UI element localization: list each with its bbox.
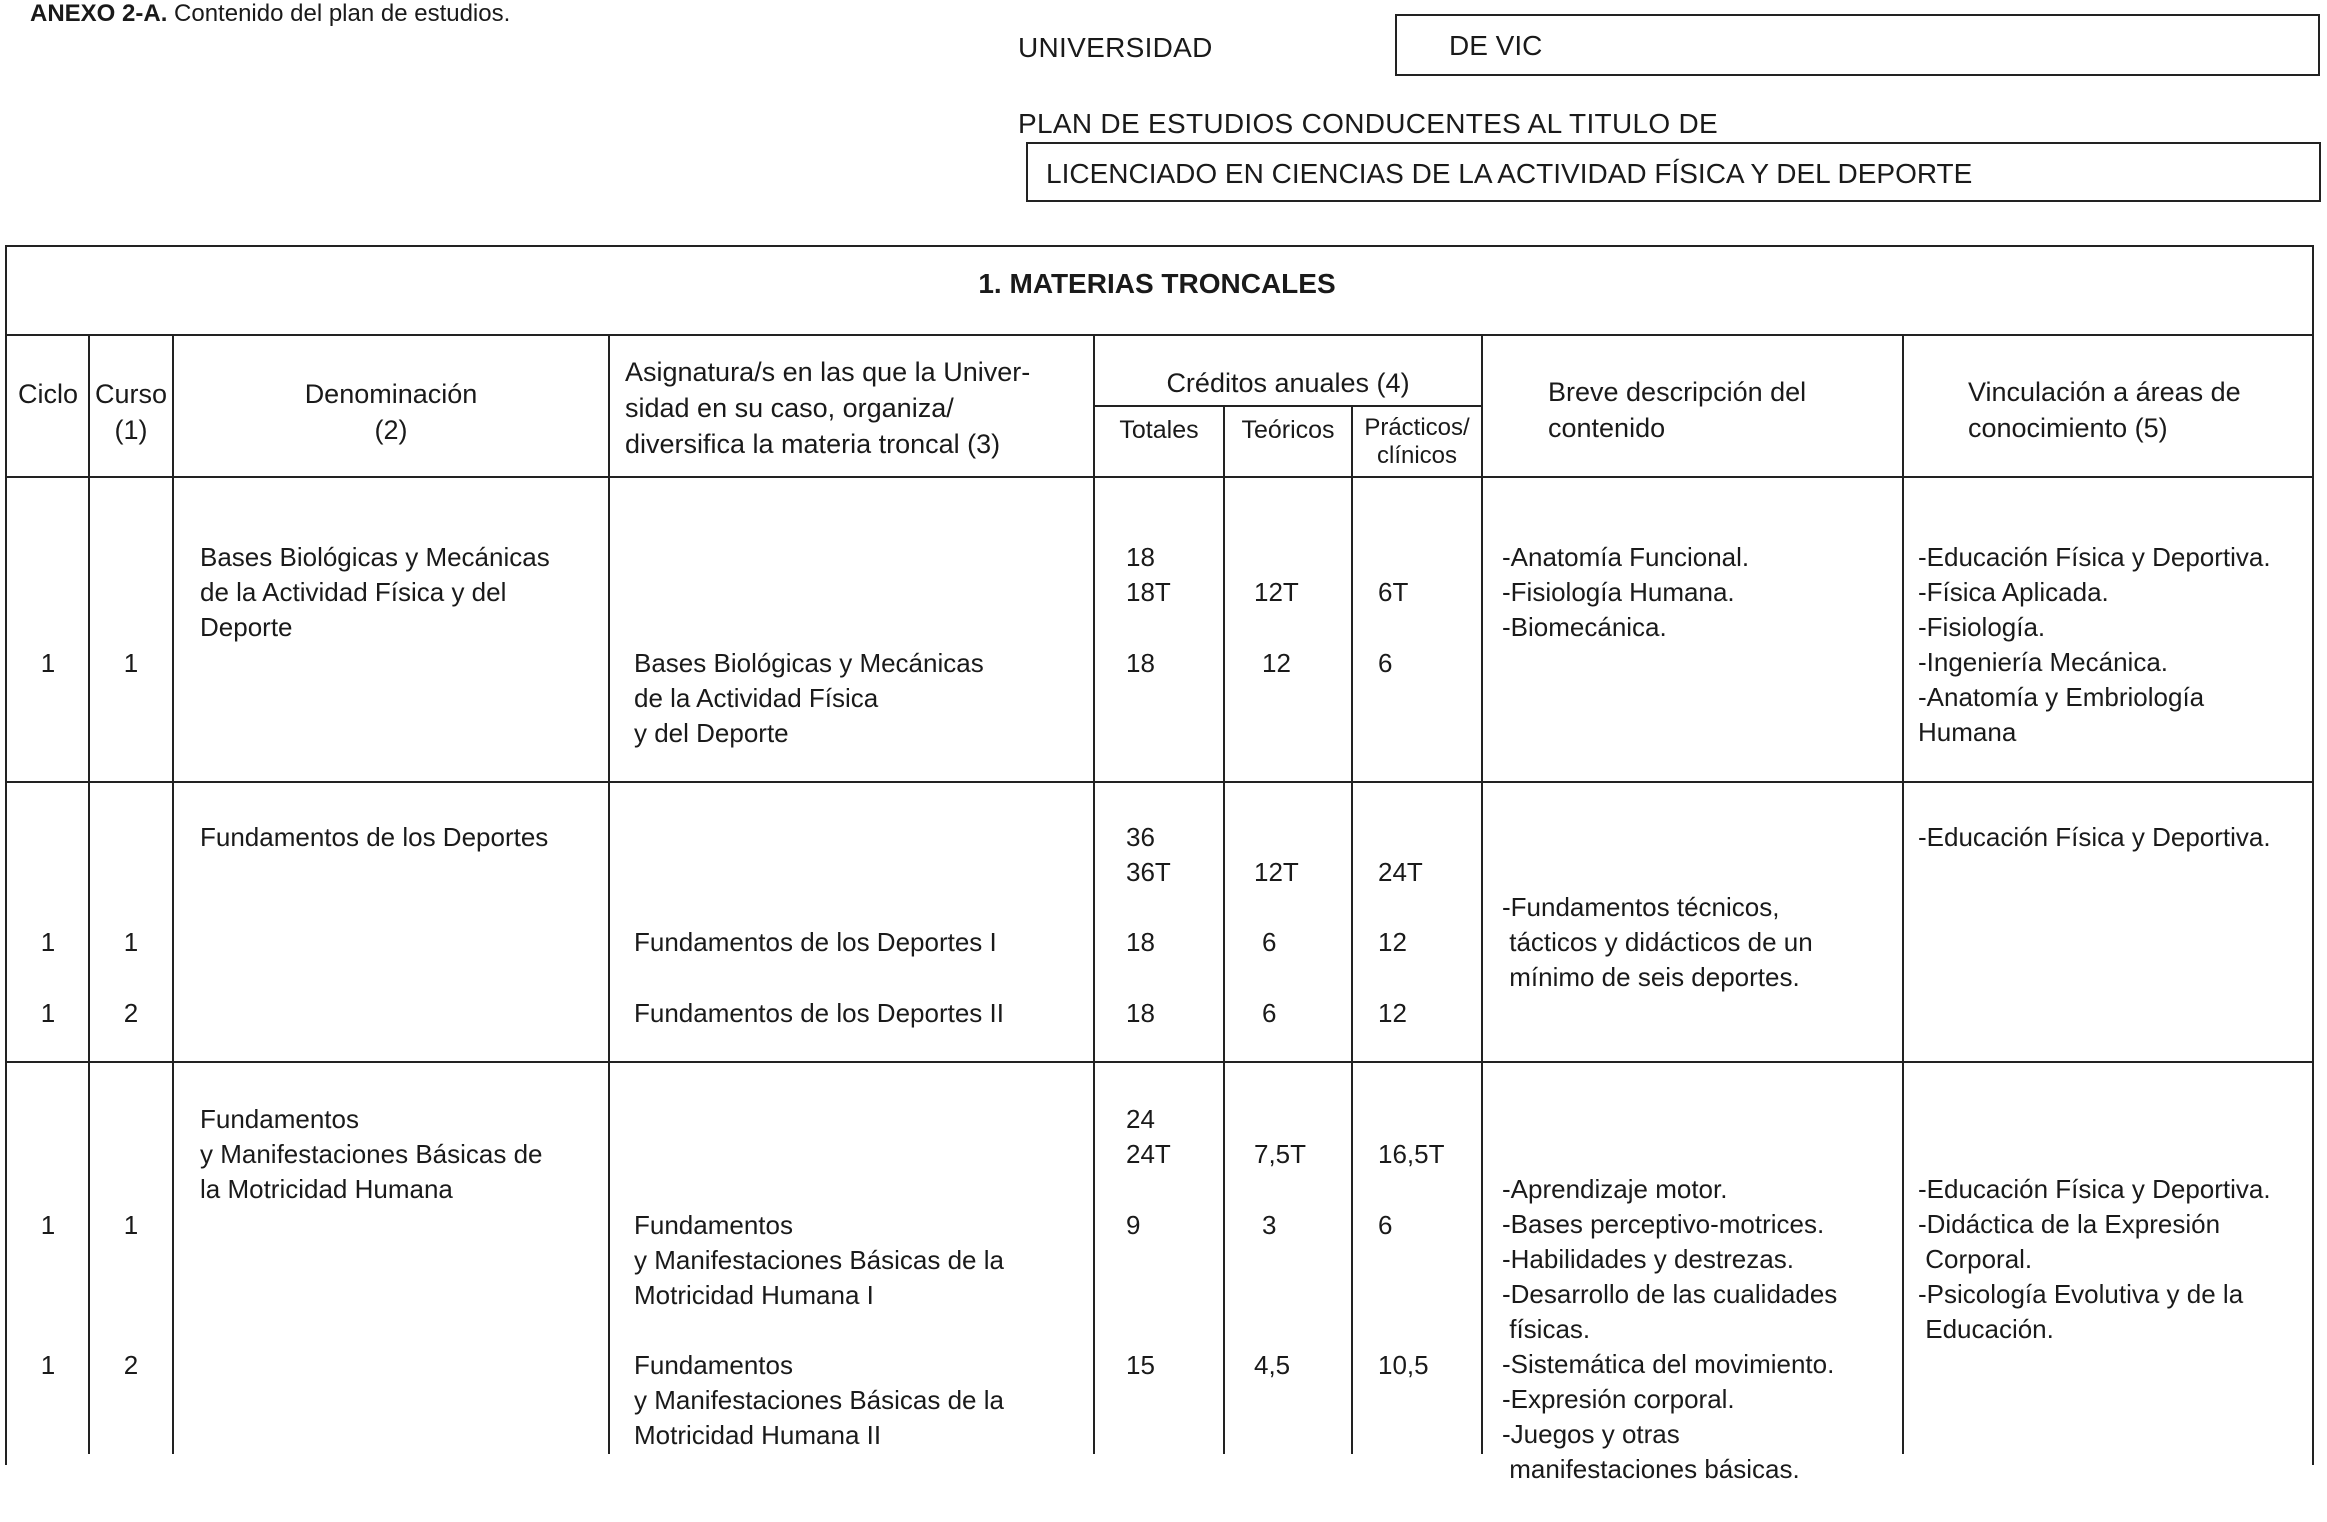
block-2-descripcion: -Fundamentos técnicos, tácticos y didácticos de un mínimo de seis deportes. (1502, 892, 1813, 992)
row-1-totales: 18 (1126, 648, 1155, 678)
row-2-ciclo: 1 (40, 927, 56, 957)
row-3-asignatura: Fundamentos de los Deportes II (634, 998, 1004, 1028)
header-descripcion: Breve descripción del contenido (1548, 377, 1807, 443)
header-vinculacion: Vinculación a áreas de conocimiento (5) (1968, 377, 2241, 443)
degree-value: LICENCIADO EN CIENCIAS DE LA ACTIVIDAD FÍSICA Y DEL DEPORTE (1046, 158, 1973, 189)
header-rule (5, 476, 2314, 478)
col-rule-asignaturas (1093, 334, 1095, 1454)
row-2-totales: 18 (1126, 927, 1155, 957)
row-5-asignatura: Fundamentos y Manifestaciones Básicas de la Motricidad Humana II (634, 1350, 1004, 1450)
title-rule (5, 334, 2314, 336)
row-4-asignatura: Fundamentos y Manifestaciones Básicas de la Motricidad Humana I (634, 1210, 1004, 1310)
block-3-descripcion: -Aprendizaje motor. -Bases perceptivo-motrices. -Habilidades y destrezas. -Desarrollo de las cualidades físicas. -Sistemática del movimiento. -Expresión corporal. -Juegos y otras manifestaciones básicas. (1502, 1174, 1838, 1484)
header-denominacion: Denominación (2) (304, 379, 478, 445)
block-2-vinculacion: -Educación Física y Deportiva. (1918, 822, 2271, 852)
row-2-practicos: 12 (1378, 927, 1407, 957)
table-title: 1. MATERIAS TRONCALES (978, 268, 1336, 299)
header-asignaturas: Asignatura/s en las que la Univer- sidad en su caso, organiza/ diversifica la materia troncal (3) (625, 357, 1031, 459)
university-box (1395, 14, 2320, 76)
block-3-practicos-top: 16,5T (1378, 1139, 1445, 1169)
col-rule-teoricos (1351, 405, 1353, 1454)
row-1-practicos: 6 (1378, 648, 1393, 678)
col-rule-curso (172, 334, 174, 1454)
block-rule-1 (5, 781, 2314, 783)
plan-label: PLAN DE ESTUDIOS CONDUCENTES AL TITULO DE (1018, 108, 1718, 139)
col-rule-practicos (1481, 334, 1483, 1454)
row-4-ciclo: 1 (40, 1210, 56, 1240)
block-2-practicos-top: 24T (1378, 857, 1423, 887)
block-1-denominacion: Bases Biológicas y Mecánicas de la Actividad Física y del Deporte (200, 542, 550, 642)
header-ciclo: Ciclo (17, 379, 78, 409)
block-1-practicos-top: 6T (1378, 577, 1409, 607)
block-1-vinculacion: -Educación Física y Deportiva. -Física Aplicada. -Fisiología. -Ingeniería Mecánica. -Anatomía y Embriología Humana (1918, 542, 2271, 747)
block-3-vinculacion: -Educación Física y Deportiva. -Didáctica de la Expresión Corporal. -Psicología Evolutiva y de la Educación. (1918, 1174, 2271, 1344)
block-3-denominacion: Fundamentos y Manifestaciones Básicas de la Motricidad Humana (200, 1104, 543, 1204)
row-3-curso: 2 (123, 998, 139, 1028)
row-4-curso: 1 (123, 1210, 139, 1240)
block-2-denominacion: Fundamentos de los Deportes (200, 822, 549, 852)
row-1-ciclo: 1 (40, 648, 56, 678)
annex-title: Contenido del plan de estudios. (174, 0, 511, 27)
block-rule-2 (5, 1061, 2314, 1063)
col-rule-ciclo (88, 334, 90, 1454)
row-2-teoricos: 6 (1262, 927, 1277, 957)
annex-number: ANEXO 2-A. (30, 0, 168, 27)
university-value: DE VIC (1449, 30, 1543, 61)
col-rule-descripcion (1902, 334, 1904, 1454)
block-1-totales-top: 18 18T (1126, 542, 1171, 607)
block-2-teoricos-top: 12T (1254, 857, 1299, 887)
header-creditos: Créditos anuales (4) (1166, 368, 1410, 398)
row-2-curso: 1 (123, 927, 139, 957)
row-3-ciclo: 1 (40, 998, 56, 1028)
block-2-totales-top: 36 36T (1126, 822, 1171, 887)
degree-box (1026, 142, 2321, 202)
header-teoricos: Teóricos (1241, 416, 1335, 444)
row-4-practicos: 6 (1378, 1210, 1393, 1240)
row-5-totales: 15 (1126, 1350, 1155, 1380)
block-3-teoricos-top: 7,5T (1254, 1139, 1307, 1169)
row-5-practicos: 10,5 (1378, 1350, 1429, 1380)
block-1-teoricos-top: 12T (1254, 577, 1299, 607)
header-curso: Curso (1) (94, 379, 168, 445)
row-1-teoricos: 12 (1262, 648, 1291, 678)
row-1-asignatura: Bases Biológicas y Mecánicas de la Actividad Física y del Deporte (634, 648, 984, 748)
header-practicos: Prácticos/ clínicos (1364, 414, 1470, 469)
row-4-teoricos: 3 (1262, 1210, 1277, 1240)
row-3-teoricos: 6 (1262, 998, 1277, 1028)
row-5-teoricos: 4,5 (1254, 1350, 1291, 1380)
row-3-totales: 18 (1126, 998, 1155, 1028)
col-rule-denominacion (608, 334, 610, 1454)
row-5-curso: 2 (123, 1350, 139, 1380)
row-3-practicos: 12 (1378, 998, 1407, 1028)
header-totales: Totales (1119, 416, 1199, 444)
annex-heading (30, 0, 510, 28)
col-rule-totales (1223, 405, 1225, 1454)
row-5-ciclo: 1 (40, 1350, 56, 1380)
row-4-totales: 9 (1126, 1210, 1141, 1240)
creditos-rule (1093, 405, 1481, 407)
block-3-totales-top: 24 24T (1126, 1104, 1171, 1169)
block-1-descripcion: -Anatomía Funcional. -Fisiología Humana. -Biomecánica. (1502, 542, 1750, 642)
row-2-asignatura: Fundamentos de los Deportes I (634, 927, 997, 957)
row-1-curso: 1 (123, 648, 139, 678)
university-label: UNIVERSIDAD (1018, 32, 1213, 63)
